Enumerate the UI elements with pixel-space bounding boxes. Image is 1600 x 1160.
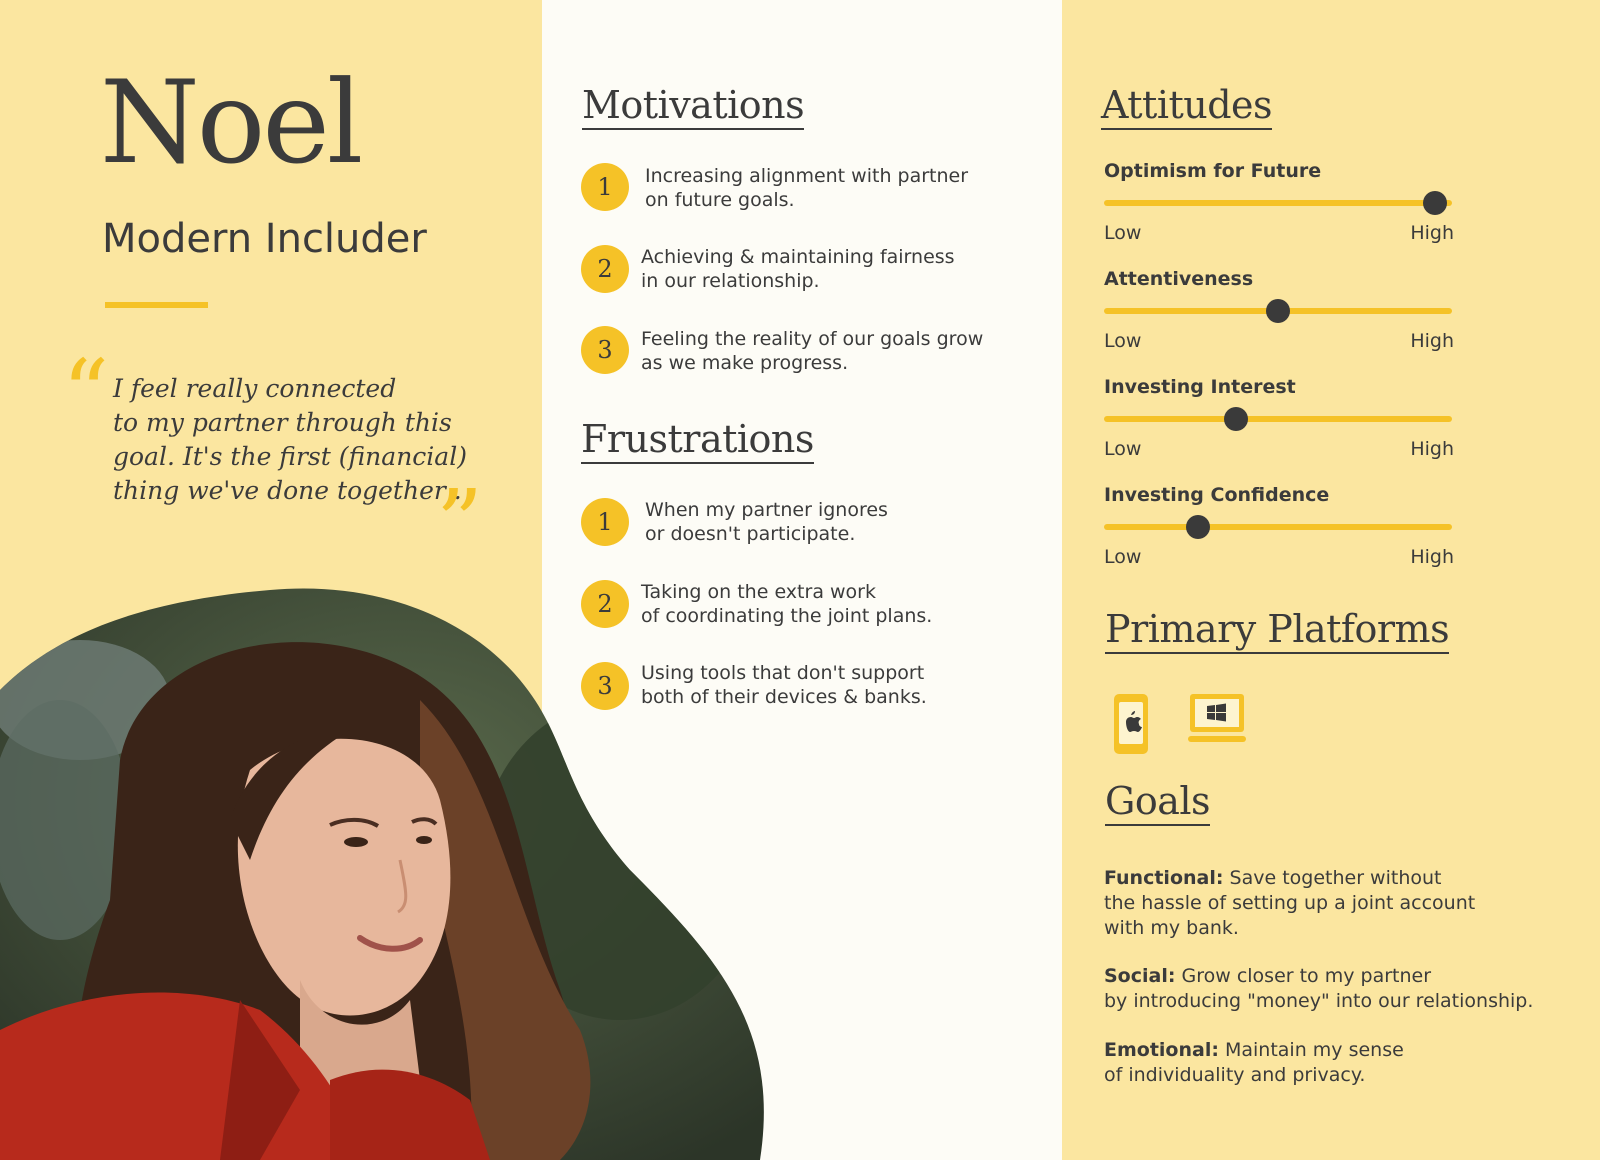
high-label: High xyxy=(1410,330,1454,352)
attitude-slider xyxy=(1104,200,1452,206)
motivation-number: 3 xyxy=(581,326,629,374)
low-label: Low xyxy=(1104,330,1142,352)
quote-line: to my partner through this xyxy=(113,408,452,437)
attitude-label: Investing Confidence xyxy=(1104,484,1330,506)
low-label: Low xyxy=(1104,222,1142,244)
persona-photo xyxy=(0,560,800,1160)
slider-knob xyxy=(1266,299,1290,323)
frustration-text: or doesn't participate. xyxy=(645,523,856,545)
goal-text: with my bank. xyxy=(1104,917,1239,939)
platforms-title: Primary Platforms xyxy=(1105,608,1449,654)
attitude-label: Attentiveness xyxy=(1104,268,1254,290)
frustration-item xyxy=(641,661,1021,709)
attitude-scale xyxy=(1104,438,1454,460)
low-label: Low xyxy=(1104,438,1142,460)
motivation-item xyxy=(641,327,1021,375)
motivation-item xyxy=(645,164,1025,212)
goal-text: Grow closer to my partner xyxy=(1181,965,1432,987)
motivations-title: Motivations xyxy=(582,84,804,130)
frustration-item xyxy=(645,498,1025,546)
low-label: Low xyxy=(1104,546,1142,568)
frustration-text: When my partner ignores xyxy=(645,499,888,521)
persona-role: Modern Includer xyxy=(102,216,427,262)
goal-text: of individuality and privacy. xyxy=(1104,1064,1366,1086)
frustration-number: 3 xyxy=(581,662,629,710)
attitude-slider xyxy=(1104,524,1452,530)
goal-text: Save together without xyxy=(1229,867,1442,889)
high-label: High xyxy=(1410,438,1454,460)
motivation-text: Feeling the reality of our goals grow xyxy=(641,328,984,350)
attitude-label: Optimism for Future xyxy=(1104,160,1322,182)
motivation-number: 1 xyxy=(581,163,629,211)
motivation-text: on future goals. xyxy=(645,189,795,211)
goal-text: by introducing "money" into our relationship. xyxy=(1104,990,1534,1012)
motivation-text: as we make progress. xyxy=(641,352,849,374)
slider-knob xyxy=(1186,515,1210,539)
quote-line: thing we've done together . xyxy=(113,476,462,505)
goal-label: Emotional: xyxy=(1104,1039,1219,1061)
quote-line: I feel really connected xyxy=(113,374,397,403)
attitude-label: Investing Interest xyxy=(1104,376,1296,398)
frustration-number: 1 xyxy=(581,498,629,546)
slider-knob xyxy=(1423,191,1447,215)
close-quote-icon: ” xyxy=(436,470,484,577)
high-label: High xyxy=(1410,546,1454,568)
apple-phone-icon xyxy=(1112,692,1150,756)
persona-name: Noel xyxy=(100,56,361,189)
persona-quote xyxy=(113,372,483,508)
motivation-text: Increasing alignment with partner xyxy=(645,165,969,187)
high-label: High xyxy=(1410,222,1454,244)
goal-emotional xyxy=(1104,1038,1574,1088)
quote-line: goal. It's the first (financial) xyxy=(113,442,467,471)
motivation-number: 2 xyxy=(581,245,629,293)
attitudes-title: Attitudes xyxy=(1101,84,1272,130)
goal-functional xyxy=(1104,866,1574,941)
attitude-scale xyxy=(1104,330,1454,352)
goal-text: the hassle of setting up a joint account xyxy=(1104,892,1476,914)
goals-title: Goals xyxy=(1105,780,1210,826)
attitude-slider xyxy=(1104,416,1452,422)
frustration-item xyxy=(641,580,1021,628)
role-divider xyxy=(105,302,208,308)
frustration-text: Using tools that don't support xyxy=(641,662,925,684)
goal-social xyxy=(1104,964,1574,1014)
motivation-text: Achieving & maintaining fairness xyxy=(641,246,955,268)
goal-label: Social: xyxy=(1104,965,1176,987)
attitude-slider xyxy=(1104,308,1452,314)
open-quote-icon: “ xyxy=(62,340,110,447)
goal-text: Maintain my sense xyxy=(1224,1039,1404,1061)
motivation-item xyxy=(641,245,1021,293)
windows-laptop-icon xyxy=(1186,692,1248,744)
motivation-text: in our relationship. xyxy=(641,270,820,292)
frustration-text: of coordinating the joint plans. xyxy=(641,605,933,627)
frustration-text: Taking on the extra work xyxy=(641,581,876,603)
attitude-scale xyxy=(1104,222,1454,244)
frustrations-title: Frustrations xyxy=(581,418,814,464)
attitude-scale xyxy=(1104,546,1454,568)
frustration-text: both of their devices & banks. xyxy=(641,686,927,708)
frustration-number: 2 xyxy=(581,580,629,628)
goal-label: Functional: xyxy=(1104,867,1224,889)
